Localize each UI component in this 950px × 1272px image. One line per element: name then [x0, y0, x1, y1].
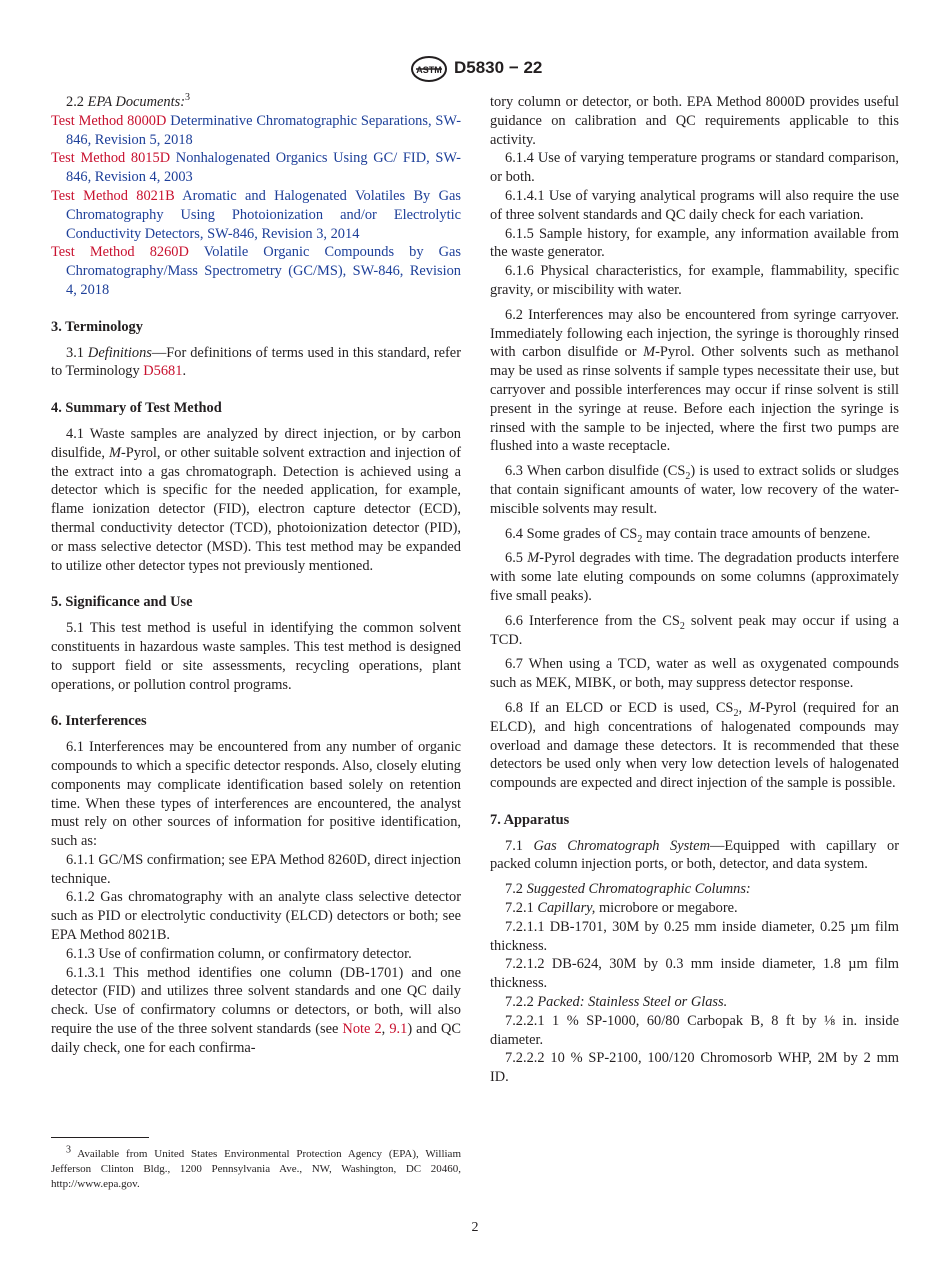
section-4-1: 4.1 Waste samples are analyzed by direct injection, or by carbon disulfide, M-Pyrol, or other suitable solvent extraction and injection of the extract into a gas chromatograph. Detection is achieved using a detector which is specific for the needed application, for example, flame ionization detector (FID), electron capture detector (ECD), thermal conductivity detector (TCD), photoionization detector (PID), or mass selective detector (MSD). This test method may be expanded to utilize other detector types not previously mentioned. — [51, 425, 461, 574]
section-6-1-5: 6.1.5 Sample history, for example, any information available from the waste generator. — [490, 225, 899, 261]
section-7-2-1-1: 7.2.1.1 DB-1701, 30M by 0.25 mm inside diameter, 0.25 µm film thickness. — [490, 918, 899, 954]
footnote: $^3$ Available from United States Environmental Protection Agency (EPA), William Jefferson Clinton Bldg., 1200 Pennsylvania Ave., NW, Washington, DC 20460, http://www.epa.gov. — [51, 1144, 461, 1190]
section-6-1-1: 6.1.1 GC/MS confirmation; see EPA Method 8260D, direct injection technique. — [51, 851, 461, 887]
section-6-1: 6.1 Interferences may be encountered from any number of organic compounds to which a specific detector responds. Also, closely eluting components may complicate identification based solely on retention time. When these types of interferences are encountered, the analyst must rely on other sources of information for positive identification, such as: — [51, 739, 461, 850]
section-link[interactable]: 9.1 — [389, 1021, 408, 1038]
left-column — [51, 93, 461, 1058]
reference-link[interactable]: Test Method 8021B — [51, 187, 175, 204]
page-number: 2 — [471, 1220, 479, 1235]
heading-interferences: 6. Interferences — [51, 713, 147, 730]
section-6-4: 6.4 Some grades of $CS_2$ may contain trace amounts of benzene. — [505, 525, 871, 545]
reference-item: Test Method 8015D Nonhalogenated Organics Using GC/ FID, SW-846, Revision 4, 2003 — [51, 150, 461, 186]
section-7-2-1-2: 7.2.1.2 DB-624, 30M by 0.3 mm inside diameter, 1.8 µm film thickness. — [490, 956, 899, 992]
reference-link[interactable]: Test Method 8015D — [51, 150, 171, 167]
page-header — [0, 56, 950, 84]
reference-item: Test Method 8260D Volatile Organic Compounds by Gas Chromatography/Mass Spectrometry (GC/MS), SW-846, Revision 4, 2018 — [51, 244, 461, 298]
section-6-6: 6.6 Interference from the $CS_2$ solvent peak may occur if using a TCD. — [490, 612, 900, 648]
document-number: D5830 − 22 — [454, 58, 543, 77]
section-7-2-2-1: 7.2.2.1 1 % SP-1000, 60/80 Carbopak B, 8 ft by ⅛ in. inside diameter. — [490, 1012, 899, 1048]
astm-logo-icon — [410, 56, 448, 82]
section-6-5: 6.5 M-Pyrol degrades with time. The degradation products interfere with some late eluting compounds on some columns (approximately five small peaks). — [490, 550, 899, 604]
reference-link[interactable]: Test Method 8000D — [51, 112, 167, 129]
section-7-2: 7.2 Suggested Chromatographic Columns: — [505, 881, 751, 898]
section-7-2-2: 7.2.2 Packed: Stainless Steel or Glass. — [505, 994, 728, 1011]
section-6-1-3-1: 6.1.3.1 This method identifies one column (DB-1701) and one detector (FID) and utilizes three solvent standards and one QC daily check. Use of confirmatory columns or detectors, or both, will also require the use of the three solvent standards (see Note 2, 9.1) and QC daily check, one for each confirma- — [51, 964, 461, 1056]
section-6-2: 6.2 Interferences may also be encountered from syringe carryover. Immediately following each injection, the syringe is thoroughly rinsed with carbon disulfide or M-Pyrol. Other solvents such as methanol may be used as rinse solvents if sample types necessitate their use, but carryover and possible interferences may occur if rinse solvent is still present in the syringe at reuse. Before each injection the syringe is rinsed with the sample to be injected, where the first two pumps are flushed into a waste receptacle. — [490, 306, 899, 455]
section-6-1-4-1: 6.1.4.1 Use of varying analytical programs will also require the use of three solvent standards and QC daily check for each variation. — [490, 187, 899, 223]
section-7-1: 7.1 Gas Chromatograph System—Equipped with capillary or packed column injection ports, or both, detector, and data system. — [490, 837, 900, 873]
section-3-1: 3.1 Definitions—For definitions of terms used in this standard, refer to Terminology D5681. — [51, 344, 461, 380]
continuation-text: tory column or detector, or both. EPA Method 8000D provides useful guidance on calibration and QC requirements applicable to this activity. — [490, 94, 899, 148]
reference-item: Test Method 8021B Aromatic and Halogenated Volatiles By Gas Chromatography Using Photoionization and/or Electrolytic Conductivity Detectors, SW-846, Revision 3, 2014 — [51, 187, 461, 242]
reference-link[interactable]: Test Method 8260D — [51, 244, 189, 261]
section-6-1-4: 6.1.4 Use of varying temperature programs or standard comparison, or both. — [490, 150, 899, 186]
section-6-1-2: 6.1.2 Gas chromatography with an analyte class selective detector such as PID or electrolytic conductivity (ELCD) detectors or both; see EPA Method 8021B. — [51, 889, 461, 944]
heading-summary: 4. Summary of Test Method — [51, 400, 222, 417]
terminology-link[interactable]: D5681 — [143, 363, 183, 380]
note-link[interactable]: Note 2 — [342, 1021, 382, 1038]
reference-item: Test Method 8000D Determinative Chromatographic Separations, SW-846, Revision 5, 2018 — [51, 112, 461, 148]
footnote-ref[interactable]: 3 — [185, 92, 190, 104]
svg-text:ASTM: ASTM — [416, 65, 442, 75]
section-6-7: 6.7 When using a TCD, water as well as oxygenated compounds such as MEK, MIBK, or both, may suppress detector response. — [490, 656, 899, 692]
section-6-8: 6.8 If an ELCD or ECD is used, $CS_2$, M-Pyrol (required for an ELCD), and high concentrations of halogenated compounds may overload and damage these detectors. It is recommended that these detectors be used only when very low detection levels of halogenated compounds are expected and direct injection of the sample is possible. — [490, 699, 899, 792]
section-7-2-1: 7.2.1 Capillary, microbore or megabore. — [505, 900, 738, 917]
section-6-1-6: 6.1.6 Physical characteristics, for example, flammability, specific gravity, or miscibility with water. — [490, 263, 899, 298]
heading-apparatus: 7. Apparatus — [490, 811, 570, 828]
section-7-2-2-2: 7.2.2.2 10 % SP-2100, 100/120 Chromosorb WHP, 2M by 2 mm ID. — [490, 1050, 899, 1086]
section-5-1: 5.1 This test method is useful in identifying the common solvent constituents in hazardous waste samples. This test method is designed to support field or site assessments, recycling operations, plant operations, or pollution control programs. — [51, 620, 461, 693]
section-6-1-3: 6.1.3 Use of confirmation column, or confirmatory detector. — [66, 945, 412, 962]
footnote-divider — [51, 1137, 149, 1138]
section-2-2: 2.2 EPA Documents:$^3$ — [66, 92, 190, 110]
right-column — [490, 93, 899, 1087]
section-6-3: 6.3 When carbon disulfide $(CS_2)$ is used to extract solids or sludges that contain significant amounts of water, low recovery of the water-miscible solvents may result. — [490, 463, 900, 517]
heading-terminology: 3. Terminology — [51, 318, 143, 335]
heading-significance: 5. Significance and Use — [51, 594, 193, 611]
